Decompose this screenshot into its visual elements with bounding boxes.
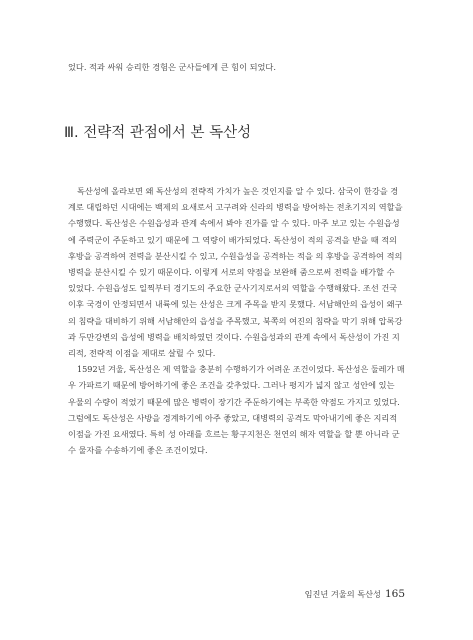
section-heading: Ⅲ. 전략적 관점에서 본 독산성 [64,125,252,141]
paragraph-line: 우 가파르기 때문에 방어하기에 좋은 조건을 갖추었다. 그러나 평지가 넓지 않고 성안에 있는 [68,380,395,391]
paragraph-line: 1592년 겨울, 독산성은 제 역할을 충분히 수행하기가 어려운 조건이었다. 독산성은 둘레가 매 [77,364,405,375]
paragraph-line: 있었다. 수원읍성도 일찍부터 경기도의 주요한 군사기지로서의 역할을 수행해왔다. 조선 건국 [68,283,398,294]
paragraph-line: 그럼에도 독산성은 사방을 경계하기에 아주 좋았고, 대병력의 공격도 막아내기에 좋은 지리적 [68,412,398,423]
paragraph-line: 이점을 가진 요새였다. 특히 성 아래를 흐르는 황구지천은 천연의 해자 역할을 할 뿐 아니라 군 [68,429,400,440]
paragraph-line: 과 두만강변의 읍성에 병력을 배치하였던 것이다. 수원읍성과의 관계 속에서 독산성이 가진 지 [68,331,400,342]
paragraph-line: 독산성에 올라보면 왜 독산성의 전략적 가치가 높은 것인지를 알 수 있다. 삼국이 한강을 경 [77,186,399,196]
page-footer [305,587,405,601]
running-title: 임진년 겨울의 독산성 [304,589,381,599]
paragraph-line: 수 물자를 수송하기에 좋은 조건이었다. [68,445,208,456]
paragraph-line: 이후 국경이 안정되면서 내륙에 있는 산성은 크게 주목을 받지 못했다. 서남해안의 읍성이 왜구 [68,299,403,310]
paragraph-line: 수행했다. 독산성은 수원읍성과 관계 속에서 봐야 진가를 알 수 있다. 마주 보고 있는 수원읍성 [68,218,400,229]
paragraph-line: 우물의 수량이 적었기 때문에 많은 병력이 장기간 주둔하기에는 부족한 약점도 가지고 있었다. [68,396,400,407]
paragraph-line: 병력을 분산시킬 수 있기 때문이다. 이렇게 서로의 약점을 보완해 줌으로써 전력을 배가할 수 [68,267,395,278]
paragraph-line: 리적, 전략적 이점을 제대로 살릴 수 있다. [68,348,216,359]
paragraph-line: 의 침략을 대비하기 위해 서남해안의 읍성을 주목했고, 북쪽의 여진의 침략을 막기 위해 압록강 [68,315,403,326]
paragraph-line: 에 주력군이 주둔하고 있기 때문에 그 역량이 배가되었다. 독산성이 적의 공격을 받을 때 적의 [68,234,398,245]
continuation-paragraph: 었다. 적과 싸워 승리한 경험은 군사들에게 큰 힘이 되었다. [68,62,276,72]
body-text [68,183,408,458]
paragraph-line: 후방을 공격하여 전력을 분산시킬 수 있고, 수원읍성을 공격하는 적을 의 후방을 공격하여 적의 [68,250,403,261]
page-number: 165 [384,588,405,600]
paragraph-line: 계로 대립하던 시대에는 백제의 요새로서 고구려와 신라의 병력을 방어하는 전초기지의 역할을 [68,202,403,213]
